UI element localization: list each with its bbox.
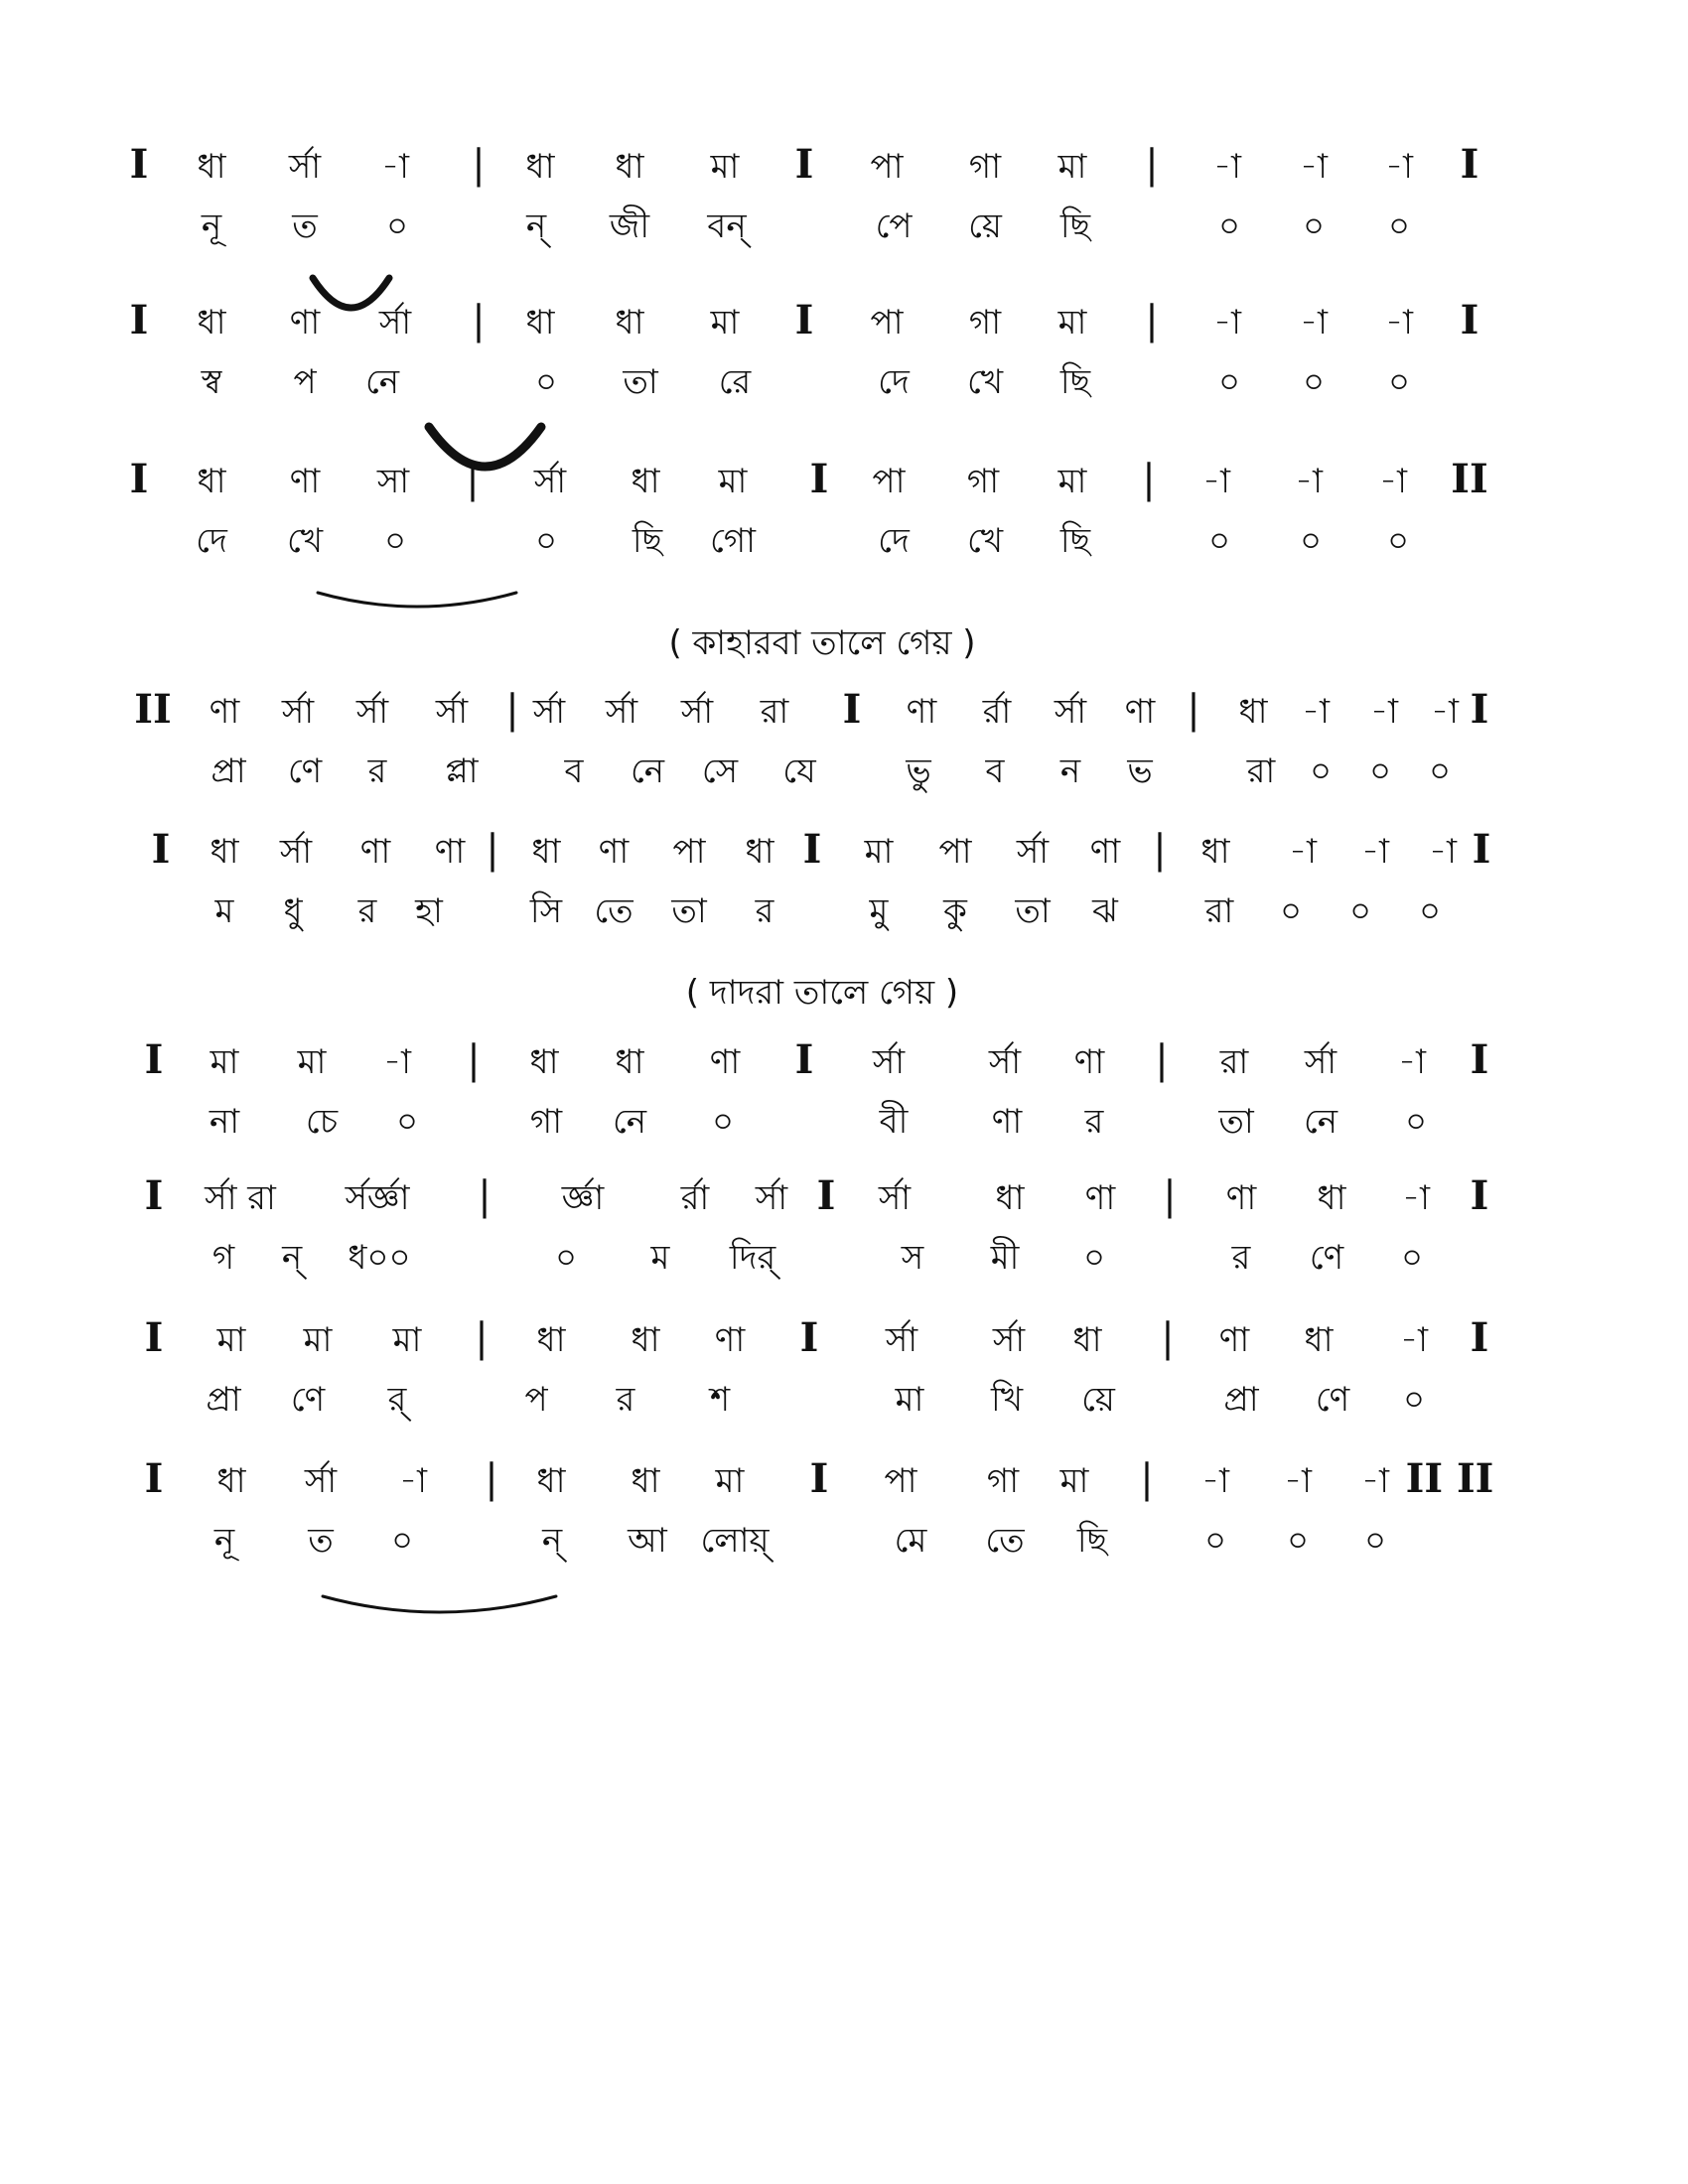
lyric-syllable: তা <box>623 362 658 402</box>
lyric-syllable: ০ <box>1299 521 1323 561</box>
lyric-syllable: ০ <box>1279 891 1303 931</box>
lyric-syllable: মা <box>895 1380 924 1420</box>
note-syllable: পা <box>938 832 972 872</box>
bar-line-major: I <box>794 1036 814 1083</box>
bar-line-minor: | <box>1155 1037 1169 1083</box>
note-syllable: মা <box>715 1461 745 1501</box>
lyric-syllable: প <box>524 1380 548 1420</box>
lyric-syllable: র <box>1084 1102 1104 1142</box>
bar-line-minor: | <box>478 1173 492 1219</box>
bar-line-major: I <box>809 456 829 502</box>
bar-line-minor: | <box>1140 1456 1154 1502</box>
lyric-syllable: ভ <box>1127 751 1153 791</box>
note-syllable: ধা <box>631 1320 660 1360</box>
bar-line-minor: | <box>1142 457 1156 502</box>
note-syllable: র্সা <box>992 1320 1026 1360</box>
lyric-syllable: র <box>357 891 377 931</box>
bar-line-minor: | <box>466 457 480 502</box>
note-syllable: ধা <box>525 303 555 342</box>
note-syllable: -া <box>383 1042 411 1082</box>
note-syllable: রা <box>760 692 789 732</box>
lyric-syllable: গ <box>211 1238 235 1278</box>
note-syllable: ধা <box>615 1042 644 1082</box>
bar-line-minor: | <box>472 142 486 188</box>
lyric-syllable: ণে <box>287 751 323 791</box>
tala-heading: ( কাহারবা তালে গেয় ) <box>668 623 976 663</box>
lyric-syllable: খে <box>966 521 1004 561</box>
note-syllable: -া <box>1295 462 1323 501</box>
note-syllable: ণা <box>209 692 240 732</box>
note-syllable: ণা <box>1124 692 1156 732</box>
note-syllable: মা <box>710 147 740 187</box>
note-syllable: ণা <box>1218 1320 1250 1360</box>
note-syllable: গা <box>968 147 1002 187</box>
lyric-syllable: প্রা <box>206 1380 241 1420</box>
lyric-syllable: ০ <box>1348 891 1372 931</box>
bar-line-major: I <box>799 1314 819 1361</box>
note-syllable: র্সা <box>304 1461 338 1501</box>
note-syllable: র্সা রা <box>205 1178 276 1218</box>
note-syllable: -া <box>1431 692 1459 732</box>
bar-line-major: II <box>134 686 172 733</box>
lyric-syllable: খে <box>286 521 324 561</box>
lyric-syllable: ণা <box>991 1102 1023 1142</box>
note-syllable: ধা <box>536 1320 566 1360</box>
lyric-syllable: নূ <box>201 206 222 246</box>
lyric-syllable: ণে <box>290 1380 326 1420</box>
slur-mark <box>303 1576 576 1632</box>
lyric-syllable: ছি <box>1059 521 1091 561</box>
lyric-syllable: ০ <box>554 1238 578 1278</box>
note-syllable: র্সা <box>279 832 313 872</box>
note-syllable: ণা <box>1089 832 1121 872</box>
note-syllable: র্সা <box>355 692 389 732</box>
bar-line-major: I <box>794 297 814 343</box>
bar-line-major: I <box>1460 141 1479 188</box>
note-syllable: মা <box>392 1320 422 1360</box>
note-syllable: ধা <box>197 303 226 342</box>
bar-line-major: I <box>1470 1036 1489 1083</box>
note-syllable: -া <box>1400 1320 1428 1360</box>
lyric-syllable: ০ <box>1309 751 1333 791</box>
bar-line-major: II II <box>1405 1455 1494 1502</box>
lyric-syllable: ০ <box>1302 206 1326 246</box>
bar-line-minor: | <box>486 827 499 873</box>
note-syllable: ধা <box>1072 1320 1102 1360</box>
bar-line-major: I <box>129 456 149 502</box>
lyric-syllable: তে <box>594 891 633 931</box>
note-syllable: সা <box>376 462 410 501</box>
note-syllable: পা <box>870 147 904 187</box>
bar-line-major: I <box>794 141 814 188</box>
lyric-syllable: নে <box>1303 1102 1338 1142</box>
note-syllable: র্সা <box>755 1178 788 1218</box>
bar-line-minor: | <box>1163 1173 1177 1219</box>
bar-line-major: I <box>1472 826 1491 873</box>
lyric-syllable: দে <box>196 521 227 561</box>
bar-line-minor: | <box>1145 142 1159 188</box>
lyric-syllable: ধ০০ <box>348 1238 411 1278</box>
lyric-syllable: প্লা <box>445 751 479 791</box>
lyric-syllable: দে <box>878 362 910 402</box>
note-syllable: -া <box>399 1461 427 1501</box>
bar-line-major: I <box>144 1172 164 1219</box>
lyric-syllable: গো <box>710 521 756 561</box>
lyric-syllable: রা <box>1204 891 1234 931</box>
lyric-syllable: ন্ <box>525 206 547 246</box>
lyric-syllable: মে <box>894 1521 927 1561</box>
lyric-syllable: ০ <box>534 521 558 561</box>
note-syllable: পা <box>870 303 904 342</box>
lyric-syllable: রে <box>718 362 752 402</box>
note-syllable: -া <box>1302 692 1330 732</box>
bar-line-minor: | <box>505 687 519 733</box>
lyric-syllable: বন্ <box>707 206 747 246</box>
lyric-syllable: মু <box>869 891 889 931</box>
lyric-syllable: মী <box>990 1238 1020 1278</box>
lyric-syllable: ছি <box>1059 362 1091 402</box>
note-syllable: -া <box>1361 1461 1389 1501</box>
note-syllable: ধা <box>536 1461 566 1501</box>
note-syllable: -া <box>1385 303 1413 342</box>
note-syllable: ধা <box>525 147 555 187</box>
note-syllable: -া <box>1284 1461 1312 1501</box>
lyric-syllable: সে <box>701 751 739 791</box>
note-syllable: র্সা <box>532 692 566 732</box>
lyric-syllable: ০ <box>383 521 407 561</box>
note-syllable: -া <box>1300 303 1328 342</box>
lyric-syllable: ছি <box>632 521 663 561</box>
lyric-syllable: ০ <box>1400 1238 1424 1278</box>
bar-line-major: I <box>129 141 149 188</box>
note-syllable: -া <box>1370 692 1398 732</box>
note-syllable: -া <box>1429 832 1457 872</box>
bar-line-major: II <box>1451 456 1488 502</box>
note-syllable: মা <box>1057 462 1087 501</box>
lyric-syllable: না <box>209 1102 240 1142</box>
lyric-syllable: ম <box>650 1238 670 1278</box>
note-syllable: র্সা <box>680 692 714 732</box>
lyric-syllable: খে <box>966 362 1004 402</box>
note-syllable: গা <box>986 1461 1020 1501</box>
note-syllable: ধা <box>216 1461 246 1501</box>
lyric-syllable: ছি <box>1076 1521 1108 1561</box>
lyric-syllable: তে <box>985 1521 1025 1561</box>
note-syllable: ণা <box>359 832 391 872</box>
note-syllable: পা <box>672 832 706 872</box>
lyric-syllable: স <box>901 1238 924 1278</box>
lyric-syllable: চে <box>305 1102 339 1142</box>
lyric-syllable: ০ <box>1418 891 1442 931</box>
lyric-syllable: কু <box>943 891 967 931</box>
note-syllable: -া <box>1398 1042 1426 1082</box>
note-syllable: র্জ্ঞা <box>561 1178 605 1218</box>
lyric-syllable: হা <box>415 891 443 931</box>
note-syllable: -া <box>1385 147 1413 187</box>
lyric-syllable: ০ <box>534 362 558 402</box>
note-syllable: মা <box>718 462 748 501</box>
note-syllable: ণা <box>906 692 937 732</box>
lyric-syllable: ণে <box>1309 1238 1344 1278</box>
note-syllable: ণা <box>598 832 630 872</box>
lyric-syllable: নে <box>612 1102 647 1142</box>
note-syllable: ণা <box>1084 1178 1116 1218</box>
bar-line-major: I <box>144 1314 164 1361</box>
lyric-syllable: ০ <box>1302 362 1326 402</box>
lyric-syllable: র <box>616 1380 635 1420</box>
note-syllable: ণা <box>289 303 321 342</box>
note-syllable: রা <box>1219 1042 1249 1082</box>
note-syllable: ধা <box>1238 692 1268 732</box>
note-syllable: মা <box>1059 1461 1089 1501</box>
lyric-syllable: ০ <box>1402 1380 1426 1420</box>
lyric-syllable: র <box>367 751 387 791</box>
lyric-syllable: শ <box>709 1380 731 1420</box>
note-syllable: -া <box>1361 832 1389 872</box>
bar-line-minor: | <box>472 298 486 343</box>
bar-line-minor: | <box>475 1315 489 1361</box>
bar-line-major: I <box>1470 1172 1489 1219</box>
bar-line-minor: | <box>485 1456 498 1502</box>
lyric-syllable: জী <box>609 206 650 246</box>
lyric-syllable: প্রা <box>1223 1380 1259 1420</box>
lyric-syllable: সি <box>529 891 563 931</box>
note-syllable: ধা <box>1317 1178 1346 1218</box>
bar-line-major: I <box>144 1455 164 1502</box>
lyric-syllable: ০ <box>385 206 409 246</box>
note-syllable: র্রা <box>680 1178 710 1218</box>
lyric-syllable: ভু <box>906 751 931 791</box>
lyric-syllable: তা <box>671 891 707 931</box>
note-syllable: ধা <box>197 462 226 501</box>
note-syllable: র্সা <box>885 1320 918 1360</box>
note-syllable: -া <box>1213 147 1241 187</box>
note-syllable: ধা <box>631 1461 660 1501</box>
note-syllable: -া <box>1300 147 1328 187</box>
lyric-syllable: তা <box>1218 1102 1254 1142</box>
note-syllable: ধা <box>210 832 239 872</box>
note-syllable: পা <box>884 1461 917 1501</box>
bar-line-major: I <box>809 1455 829 1502</box>
tala-heading: ( দাদরা তালে গেয় ) <box>685 973 959 1013</box>
bar-line-major: I <box>802 826 822 873</box>
note-syllable: মা <box>710 303 740 342</box>
lyric-syllable: ০ <box>1363 1521 1387 1561</box>
lyric-syllable: ০ <box>1428 751 1452 791</box>
lyric-syllable: ০ <box>390 1521 414 1561</box>
lyric-syllable: ০ <box>1368 751 1392 791</box>
note-syllable: ধা <box>1304 1320 1334 1360</box>
note-syllable: র্সা <box>533 462 567 501</box>
lyric-syllable: ন <box>1059 751 1081 791</box>
lyric-syllable: লোয়্ <box>700 1521 770 1561</box>
lyric-syllable: ০ <box>1404 1102 1428 1142</box>
lyric-syllable: নূ <box>213 1521 235 1561</box>
note-syllable: ণা <box>434 832 466 872</box>
lyric-syllable: ব <box>985 751 1005 791</box>
note-syllable: ণা <box>1225 1178 1257 1218</box>
note-syllable: মা <box>216 1320 246 1360</box>
lyric-syllable: ত <box>292 206 318 246</box>
lyric-syllable: ঝ <box>1092 891 1118 931</box>
note-syllable: ধা <box>995 1178 1025 1218</box>
bar-line-major: I <box>1470 1314 1489 1361</box>
note-syllable: মা <box>864 832 894 872</box>
note-syllable: ধা <box>615 303 644 342</box>
lyric-syllable: র <box>755 891 774 931</box>
note-syllable: ধা <box>531 832 561 872</box>
note-syllable: মা <box>1057 303 1087 342</box>
note-syllable: ণা <box>289 462 321 501</box>
lyric-syllable: পে <box>875 206 913 246</box>
note-syllable: ণা <box>709 1042 741 1082</box>
lyric-syllable: ম <box>214 891 234 931</box>
lyric-syllable: ০ <box>1082 1238 1106 1278</box>
bar-line-major: I <box>151 826 171 873</box>
lyric-syllable: দে <box>878 521 910 561</box>
bar-line-minor: | <box>467 1037 481 1083</box>
lyric-syllable: তা <box>1015 891 1051 931</box>
lyric-syllable: য়ে <box>968 206 1002 246</box>
lyric-syllable: যে <box>782 751 816 791</box>
note-syllable: -া <box>381 147 409 187</box>
note-syllable: -া <box>1213 303 1241 342</box>
note-syllable: ণা <box>1073 1042 1105 1082</box>
lyric-syllable: নে <box>630 751 665 791</box>
lyric-syllable: ন্ <box>541 1521 563 1561</box>
bar-line-major: I <box>1460 297 1479 343</box>
note-syllable: র্সা <box>872 1042 906 1082</box>
note-syllable: মা <box>210 1042 239 1082</box>
note-syllable: র্রা <box>982 692 1012 732</box>
note-syllable: -া <box>1201 1461 1229 1501</box>
lyric-syllable: বী <box>879 1102 909 1142</box>
lyric-syllable: ০ <box>395 1102 419 1142</box>
lyric-syllable: ব <box>564 751 584 791</box>
note-syllable: মা <box>297 1042 327 1082</box>
note-syllable: মা <box>303 1320 333 1360</box>
note-syllable: ধা <box>615 147 644 187</box>
note-syllable: ধা <box>197 147 226 187</box>
note-syllable: র্সা <box>605 692 638 732</box>
lyric-syllable: ত <box>308 1521 334 1561</box>
note-syllable: গা <box>966 462 1000 501</box>
lyric-syllable: ০ <box>1386 521 1410 561</box>
note-syllable: র্সা <box>281 692 315 732</box>
lyric-syllable: ০ <box>1203 1521 1227 1561</box>
note-syllable: র্সা <box>435 692 469 732</box>
note-syllable: গা <box>968 303 1002 342</box>
lyric-syllable: ০ <box>1387 362 1411 402</box>
note-syllable: র্সা <box>378 303 412 342</box>
note-syllable: -া <box>1402 1178 1430 1218</box>
note-syllable: র্সা <box>288 147 322 187</box>
note-syllable: র্সা <box>988 1042 1022 1082</box>
note-syllable: -া <box>1379 462 1407 501</box>
bar-line-major: I <box>129 297 149 343</box>
lyric-syllable: ছি <box>1059 206 1091 246</box>
lyric-syllable: ধু <box>283 891 303 931</box>
note-syllable: র্সা <box>1016 832 1050 872</box>
note-syllable: ধা <box>631 462 660 501</box>
lyric-syllable: রা <box>1246 751 1276 791</box>
note-syllable: মা <box>1057 147 1087 187</box>
lyric-syllable: প <box>293 362 317 402</box>
lyric-syllable: প্রা <box>211 751 246 791</box>
lyric-syllable: ০ <box>711 1102 735 1142</box>
note-syllable: ণা <box>714 1320 746 1360</box>
bar-line-minor: | <box>1145 298 1159 343</box>
note-syllable: -া <box>1289 832 1317 872</box>
slur-mark <box>298 573 536 626</box>
bar-line-minor: | <box>1161 1315 1175 1361</box>
lyric-syllable: র্ <box>387 1380 407 1420</box>
lyric-syllable: ন্ <box>281 1238 303 1278</box>
lyric-syllable: য়ে <box>1081 1380 1115 1420</box>
lyric-syllable: ০ <box>1387 206 1411 246</box>
lyric-syllable: ০ <box>1217 362 1241 402</box>
bar-line-major: I <box>144 1036 164 1083</box>
lyric-syllable: ০ <box>1217 206 1241 246</box>
note-syllable: ধা <box>529 1042 559 1082</box>
bar-line-major: I <box>842 686 862 733</box>
note-syllable: র্সা <box>1054 692 1087 732</box>
lyric-syllable: আ <box>628 1521 667 1561</box>
lyric-syllable: গা <box>529 1102 563 1142</box>
lyric-syllable: নে <box>364 362 400 402</box>
lyric-syllable: দির্ <box>729 1238 776 1278</box>
lyric-syllable: স্ব <box>201 362 222 402</box>
note-syllable: র্সর্জ্ঞা <box>345 1178 410 1218</box>
lyric-syllable: ণে <box>1315 1380 1350 1420</box>
lyric-syllable: ০ <box>1286 1521 1310 1561</box>
note-syllable: পা <box>872 462 906 501</box>
bar-line-minor: | <box>1153 827 1167 873</box>
note-syllable: র্সা <box>878 1178 912 1218</box>
note-syllable: র্সা <box>1304 1042 1337 1082</box>
bar-line-major: I <box>816 1172 836 1219</box>
note-syllable: ধা <box>745 832 774 872</box>
bar-line-minor: | <box>1187 687 1200 733</box>
bar-line-major: I <box>1470 686 1489 733</box>
lyric-syllable: ০ <box>1207 521 1231 561</box>
note-syllable: ধা <box>1200 832 1230 872</box>
note-syllable: -া <box>1202 462 1230 501</box>
lyric-syllable: খি <box>990 1380 1024 1420</box>
lyric-syllable: র <box>1231 1238 1251 1278</box>
